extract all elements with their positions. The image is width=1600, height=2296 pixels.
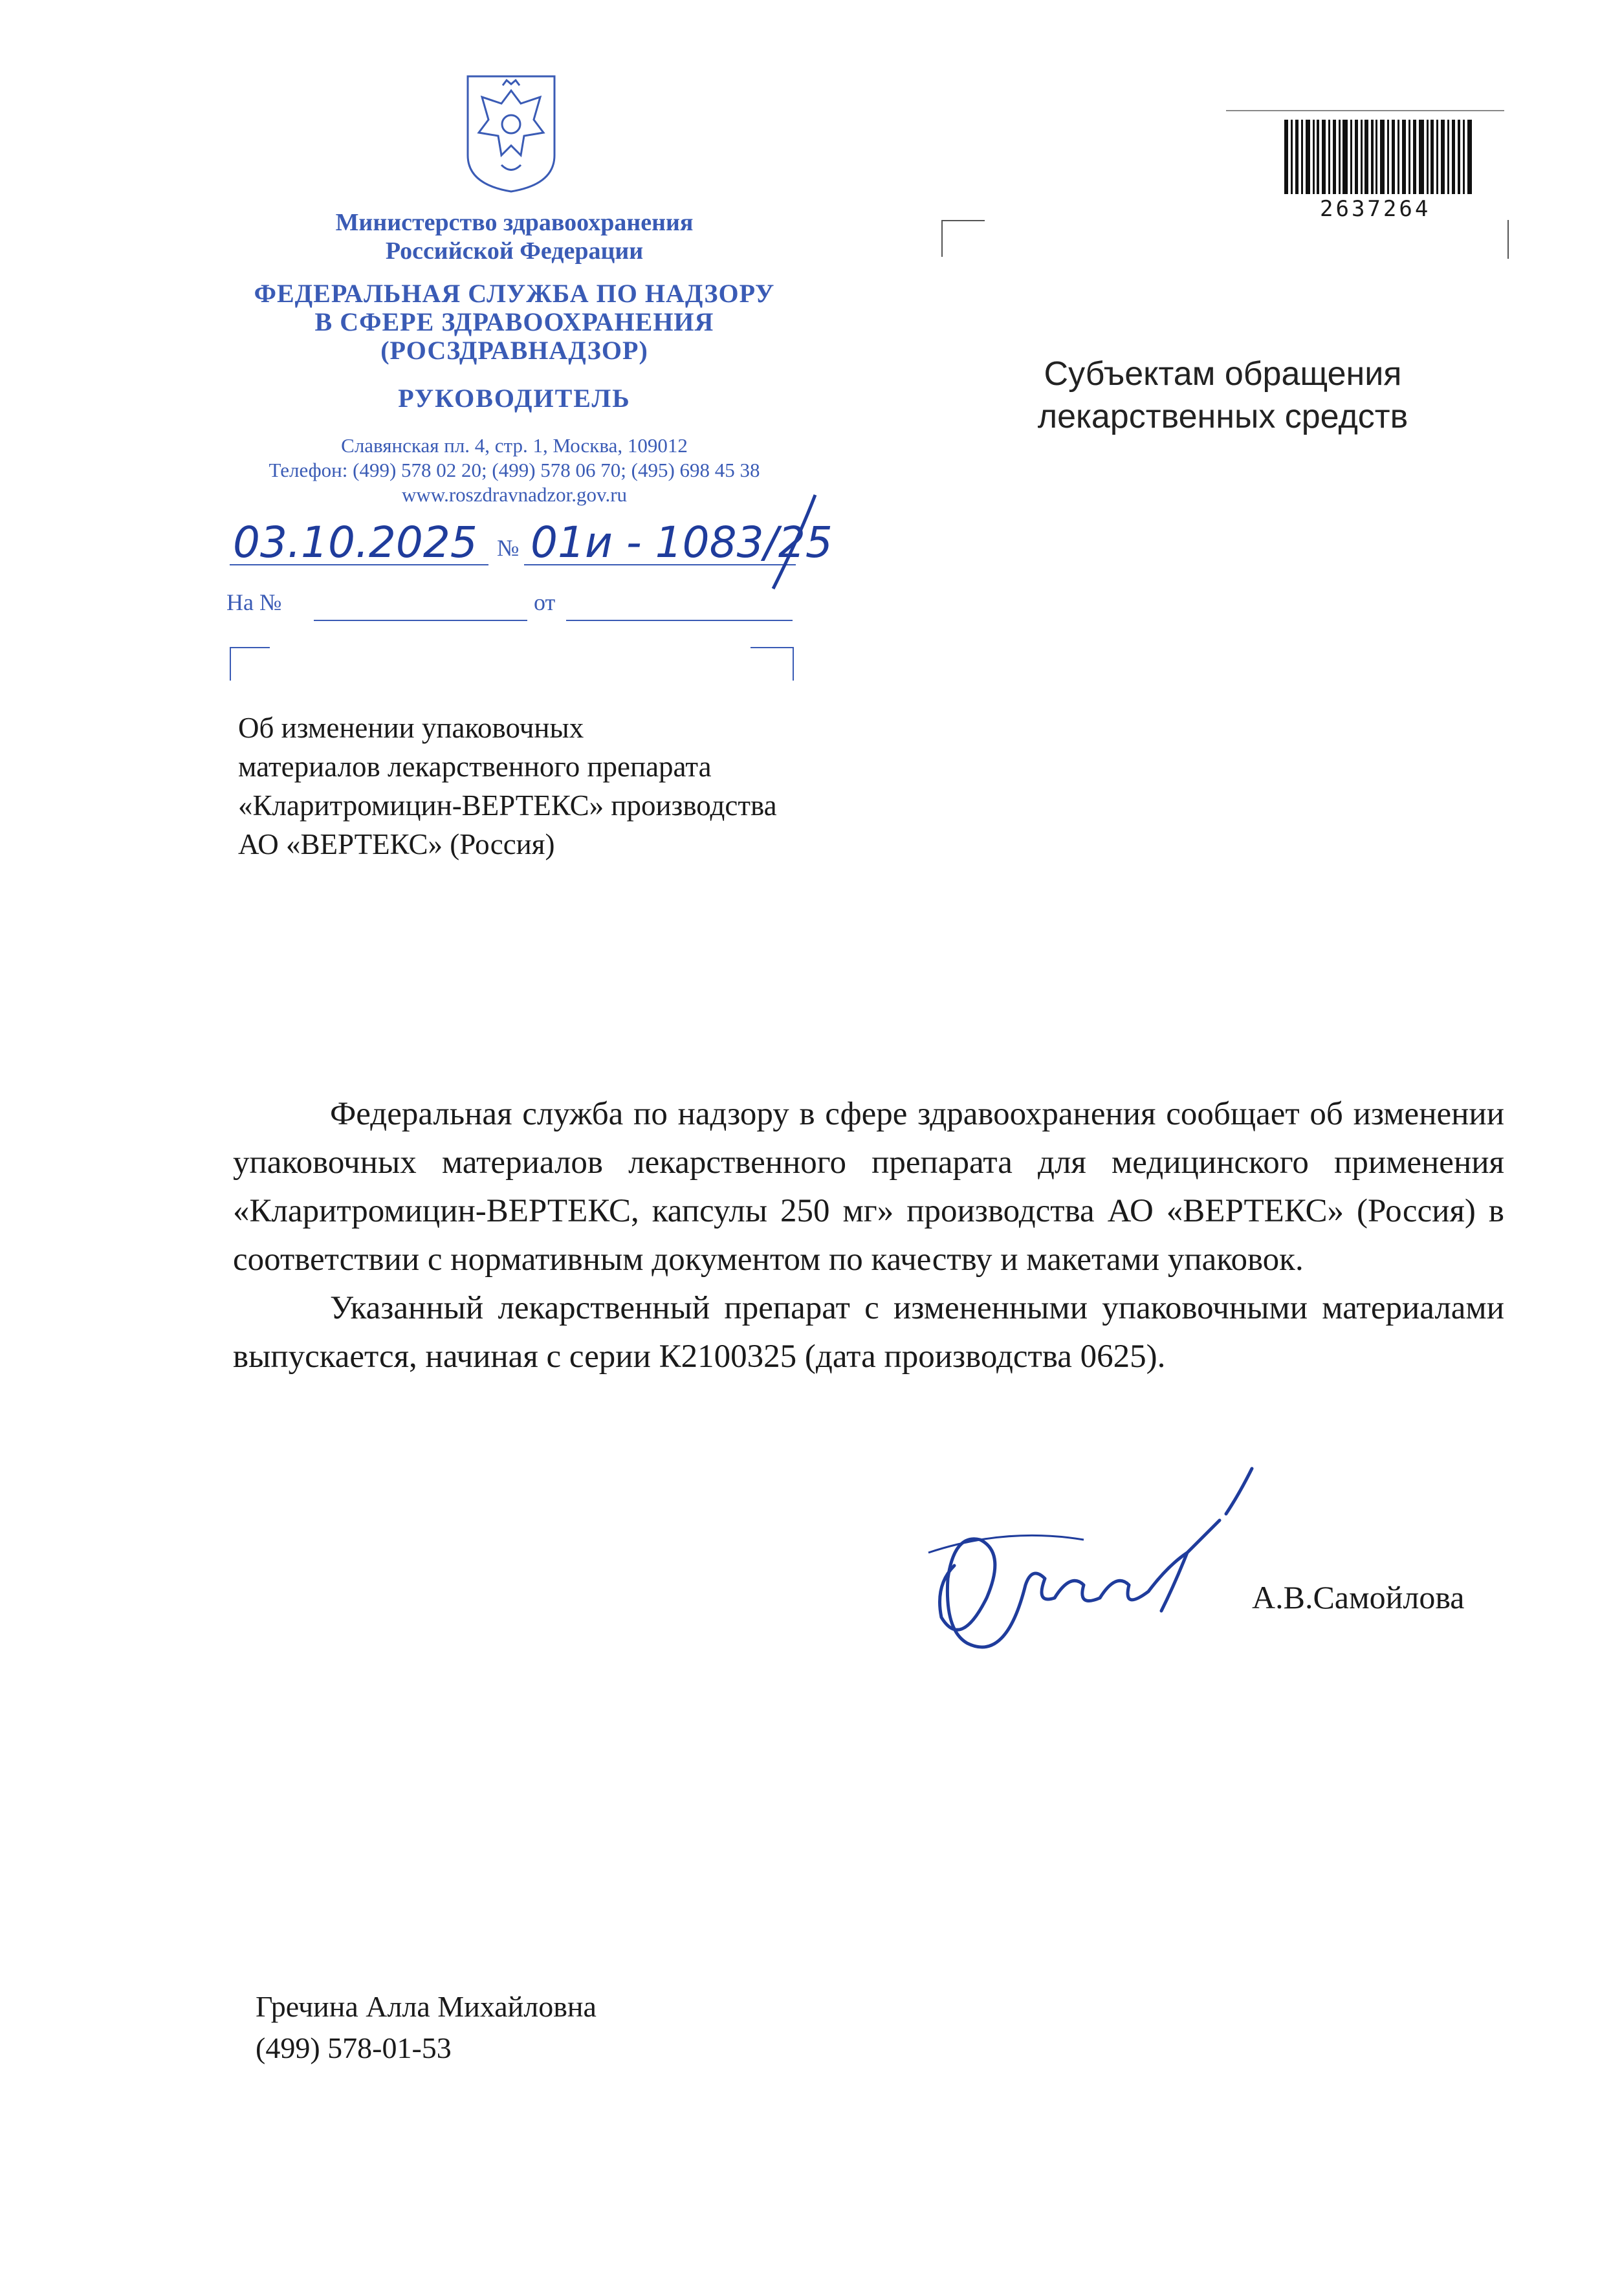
russian-coat-of-arms-icon: [463, 71, 560, 194]
coat-of-arms-emblem: [463, 71, 560, 194]
service-line1: ФЕДЕРАЛЬНАЯ СЛУЖБА ПО НАДЗОРУ: [254, 279, 775, 308]
service-line3: (РОСЗДРАВНАДЗОР): [380, 336, 648, 365]
executor-block: [256, 1986, 597, 2069]
service-name: [214, 279, 815, 365]
executor-phone: (499) 578-01-53: [256, 2031, 452, 2064]
ref-label: На №: [226, 589, 282, 615]
executor-name: Гречина Алла Михайловна: [256, 1990, 597, 2023]
ministry-name: [214, 208, 815, 265]
addressee-corner-right: [1485, 220, 1509, 259]
ref-number-field: [314, 589, 527, 621]
address: Славянская пл. 4, стр. 1, Москва, 109012: [341, 434, 688, 457]
body-paragraph-2: Указанный лекарственный препарат с измененными упаковочными материалами выпускается, начиная с серии К2100325 (дата производства 0625).: [233, 1290, 1504, 1375]
addressee-line2: лекарственных средств: [1037, 398, 1408, 435]
barcode-number: 2637264: [1320, 196, 1431, 222]
signatory-name: А.В.Самойлова: [1252, 1579, 1465, 1615]
subject-line1: Об изменении упаковочных: [238, 712, 584, 744]
head-title: РУКОВОДИТЕЛЬ: [398, 384, 631, 413]
subject-block: [238, 708, 885, 864]
addressee-line1: Субъектам обращения: [1044, 355, 1402, 393]
subject-line3: «Кларитромицин-ВЕРТЕКС» производства: [238, 789, 777, 822]
service-line2: В СФЕРЕ ЗДРАВООХРАНЕНИЯ: [314, 307, 714, 336]
addressee-block: [996, 353, 1449, 438]
subject-line4: АО «ВЕРТЕКС» (Россия): [238, 828, 555, 860]
letter-body: [233, 1090, 1504, 1381]
subject-corner-right: [751, 647, 794, 681]
barcode-icon: [1284, 120, 1478, 197]
body-paragraph-1: Федеральная служба по надзору в сфере здравоохранения сообщает об изменении упаковочных материалов лекарственного препарата для медицинского применения «Кларитромицин-ВЕРТЕКС, капсулы 250 мг» производства АО «ВЕРТЕКС» (Россия) в соответствии с нормативным документом по качеству и макетами упаковок.: [233, 1096, 1504, 1278]
handwritten-slash-mark: [767, 492, 818, 595]
number-handwritten: 01и - 1083/25: [531, 518, 833, 567]
number-label: №: [497, 535, 520, 561]
ref-date-field: [566, 589, 793, 621]
subject-line2: материалов лекарственного препарата: [238, 750, 712, 783]
addressee-corner-left: [941, 220, 985, 257]
date-handwritten: 03.10.2025: [233, 518, 477, 567]
phone: Телефон: (499) 578 02 20; (499) 578 06 70; (495) 698 45 38: [268, 459, 760, 481]
ministry-line1: Министерство здравоохранения: [335, 209, 694, 236]
ref-from-label: от: [534, 589, 556, 615]
contact-block: [214, 433, 815, 507]
subject-corner-left: [230, 647, 270, 681]
website: www.roszdravnadzor.gov.ru: [401, 483, 628, 506]
ministry-line2: Российской Федерации: [385, 237, 644, 265]
handwritten-signature-icon: [915, 1456, 1278, 1669]
barcode-rule: [1226, 110, 1504, 111]
